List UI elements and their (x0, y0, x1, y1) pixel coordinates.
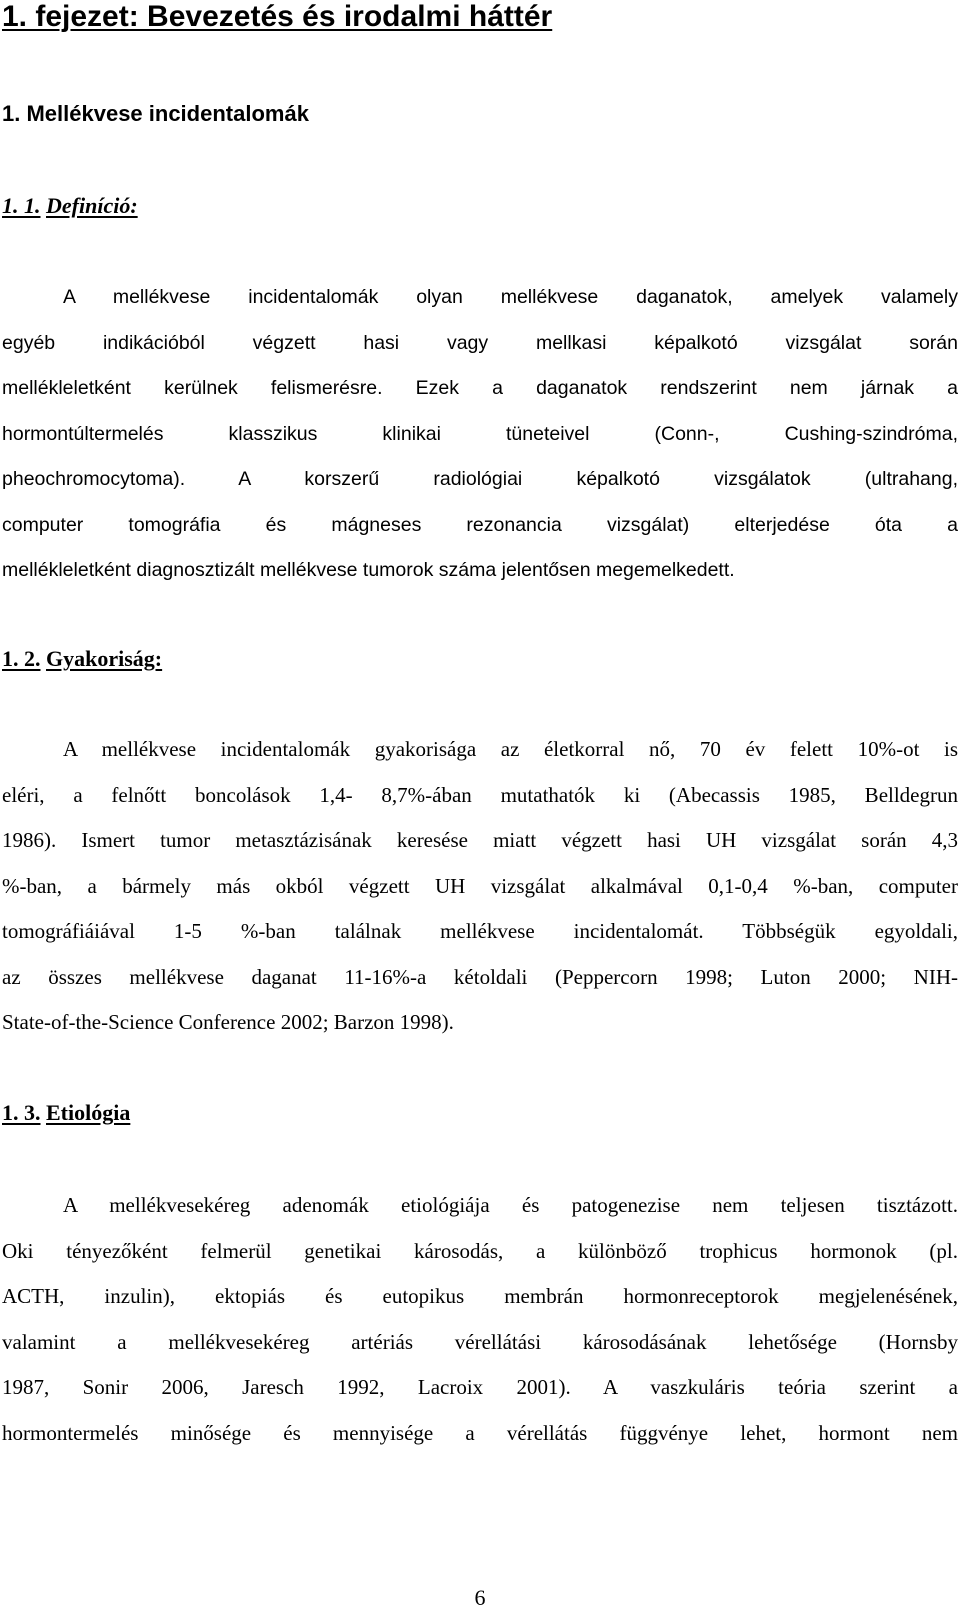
subsection-title: Etiológia (46, 1100, 131, 1125)
text-line: Oki tényezőként felmerül genetikai károsodás, a különböző trophicus hormonok (pl. (2, 1238, 958, 1263)
subsection-number: 1. 1. (2, 193, 41, 218)
text-line: hormontúltermelés klasszikus klinikai tüneteivel (Conn-, Cushing-szindróma, (2, 422, 958, 445)
text-line: 1986). Ismert tumor metasztázisának keresése miatt végzett hasi UH vizsgálat során 4,3 (2, 828, 958, 852)
paragraph-etiologia (2, 1183, 958, 1456)
text-line: A mellékvesekéreg adenomák etiológiája és patogenezise nem teljesen tisztázott. (63, 1193, 958, 1217)
text-line: A mellékvese incidentalomák olyan mellékvese daganatok, amelyek valamely (63, 286, 958, 308)
text-line: %-ban, a bármely más okból végzett UH vizsgálat alkalmával 0,1-0,4 %-ban, computer (2, 873, 958, 898)
text-line: computer tomográfia és mágneses rezonancia vizsgálat) elterjedése óta a (2, 513, 958, 536)
subsection-heading-gyakorisag (2, 645, 162, 673)
subsection-number: 1. 3. (2, 1100, 41, 1125)
section-title: 1. Mellékvese incidentalomák (2, 101, 309, 126)
subsection-title: Gyakoriság: (46, 646, 163, 671)
text-line: valamint a mellékvesekéreg artériás vérellátási károsodásának lehetősége (Hornsby (2, 1329, 958, 1354)
paragraph-definicio (2, 275, 958, 594)
subsection-title: Definíció: (46, 193, 138, 218)
text-line: 1987, Sonir 2006, Jaresch 1992, Lacroix 2001). A vaszkuláris teória szerint a (2, 1375, 958, 1399)
text-line: A mellékvese incidentalomák gyakorisága az életkorral nő, 70 év felett 10%-ot is (63, 737, 958, 761)
paragraph-gyakorisag (2, 727, 958, 1046)
subsection-heading-definicio (2, 192, 138, 220)
text-line: egyéb indikációból végzett hasi vagy mellkasi képalkotó vizsgálat során (2, 331, 958, 354)
chapter-title: 1. fejezet: Bevezetés és irodalmi háttér (2, 0, 553, 33)
text-line: az összes mellékvese daganat 11-16%-a kétoldali (Peppercorn 1998; Luton 2000; NIH- (2, 964, 958, 989)
text-line: mellékleletként kerülnek felismerésre. Ezek a daganatok rendszerint nem járnak a (2, 377, 958, 399)
text-line: eléri, a felnőtt boncolások 1,4- 8,7%-ában mutathatók ki (Abecassis 1985, Belldegrun (2, 782, 958, 807)
text-line: mellékleletként diagnosztizált mellékvese tumorok száma jelentősen megemelkedett. (2, 559, 735, 581)
subsection-heading-etiologia (2, 1099, 130, 1127)
text-line: ACTH, inzulin), ektopiás és eutopikus membrán hormonreceptorok megjelenésének, (2, 1284, 958, 1308)
text-line: pheochromocytoma). A korszerű radiológiai képalkotó vizsgálatok (ultrahang, (2, 468, 958, 490)
page-number: 6 (474, 1585, 486, 1610)
text-line: State-of-the-Science Conference 2002; Barzon 1998). (2, 1010, 454, 1034)
text-line: tomográfiáiával 1-5 %-ban találnak mellékvese incidentalomát. Többségük egyoldali, (2, 919, 958, 943)
subsection-number: 1. 2. (2, 646, 41, 671)
text-line: hormontermelés minősége és mennyisége a vérellátás függvénye lehet, hormont nem (2, 1420, 958, 1445)
